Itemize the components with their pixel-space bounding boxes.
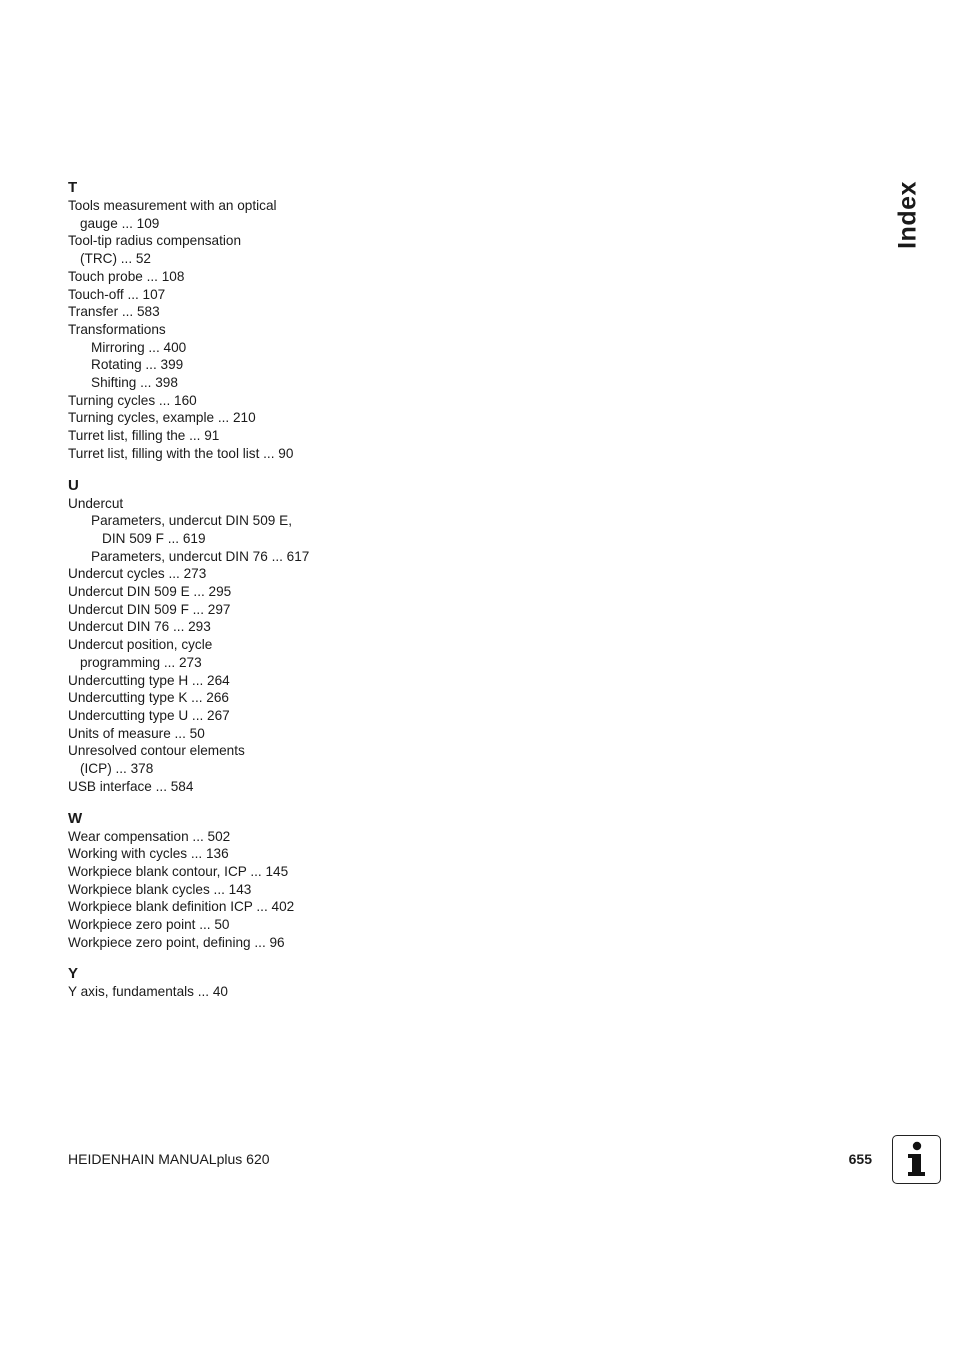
section-letter: U [68, 476, 79, 494]
index-column [68, 178, 488, 1014]
page-number: 655 [848, 1151, 872, 1167]
index-entry: Workpiece blank cycles ... 143 [68, 881, 252, 897]
index-entry: Units of measure ... 50 [68, 725, 205, 741]
index-entry: Mirroring ... 400 [91, 339, 187, 355]
index-entry: Workpiece zero point, defining ... 96 [68, 934, 285, 950]
index-entry: USB interface ... 584 [68, 778, 194, 794]
section-letter: Y [68, 965, 79, 983]
index-entry: Undercut DIN 76 ... 293 [68, 619, 211, 635]
section-letter: W [68, 809, 83, 827]
index-entry: Workpiece blank contour, ICP ... 145 [68, 863, 289, 879]
section-letter: T [68, 179, 78, 196]
index-entry: Undercut position, cycle [68, 637, 213, 653]
index-entry: Undercut cycles ... 273 [68, 566, 207, 582]
index-entry: Undercut DIN 509 F ... 297 [68, 601, 231, 617]
index-entry: Transformations [68, 321, 166, 337]
index-entry: Shifting ... 398 [91, 375, 178, 391]
index-entry: Workpiece blank definition ICP ... 402 [68, 899, 295, 915]
index-entry: Touch probe ... 108 [68, 268, 185, 284]
index-entry: Turret list, filling the ... 91 [68, 428, 220, 444]
index-entry: Parameters, undercut DIN 509 E, [91, 513, 292, 529]
side-title-text: Index [893, 181, 922, 249]
index-section-u [68, 476, 488, 796]
index-entry: Turret list, filling with the tool list ... 90 [68, 445, 294, 461]
index-entry: Unresolved contour elements [68, 743, 245, 759]
index-entry: Working with cycles ... 136 [68, 846, 229, 862]
index-section-w [68, 809, 488, 952]
footer-manual-name: HEIDENHAIN MANUALplus 620 [68, 1151, 270, 1167]
index-entry: (ICP) ... 378 [80, 761, 154, 777]
index-entry: Turning cycles ... 160 [68, 392, 197, 408]
index-section-t [68, 178, 488, 463]
index-entry: Transfer ... 583 [68, 304, 160, 320]
index-entry: Wear compensation ... 502 [68, 828, 231, 844]
index-entry: DIN 509 F ... 619 [102, 530, 206, 546]
index-section-y [68, 964, 488, 1001]
index-entry: gauge ... 109 [80, 215, 160, 231]
index-entry: Touch-off ... 107 [68, 286, 166, 302]
index-entry: Parameters, undercut DIN 76 ... 617 [91, 548, 310, 564]
side-title [892, 180, 924, 250]
index-entry: (TRC) ... 52 [80, 251, 151, 267]
index-entry: Rotating ... 399 [91, 357, 184, 373]
index-entry: Undercutting type U ... 267 [68, 707, 230, 723]
info-icon [892, 1135, 941, 1184]
index-entry: Tool-tip radius compensation [68, 233, 242, 249]
index-entry: Undercutting type H ... 264 [68, 672, 230, 688]
index-entry: Turning cycles, example ... 210 [68, 410, 256, 426]
index-entry: Undercut DIN 509 E ... 295 [68, 584, 232, 600]
index-entry: Workpiece zero point ... 50 [68, 917, 230, 933]
index-entry: Undercutting type K ... 266 [68, 690, 229, 706]
index-entry: Y axis, fundamentals ... 40 [68, 984, 228, 1000]
index-entry: programming ... 273 [80, 654, 202, 670]
index-entry: Undercut [68, 495, 124, 511]
index-entry: Tools measurement with an optical [68, 198, 277, 213]
